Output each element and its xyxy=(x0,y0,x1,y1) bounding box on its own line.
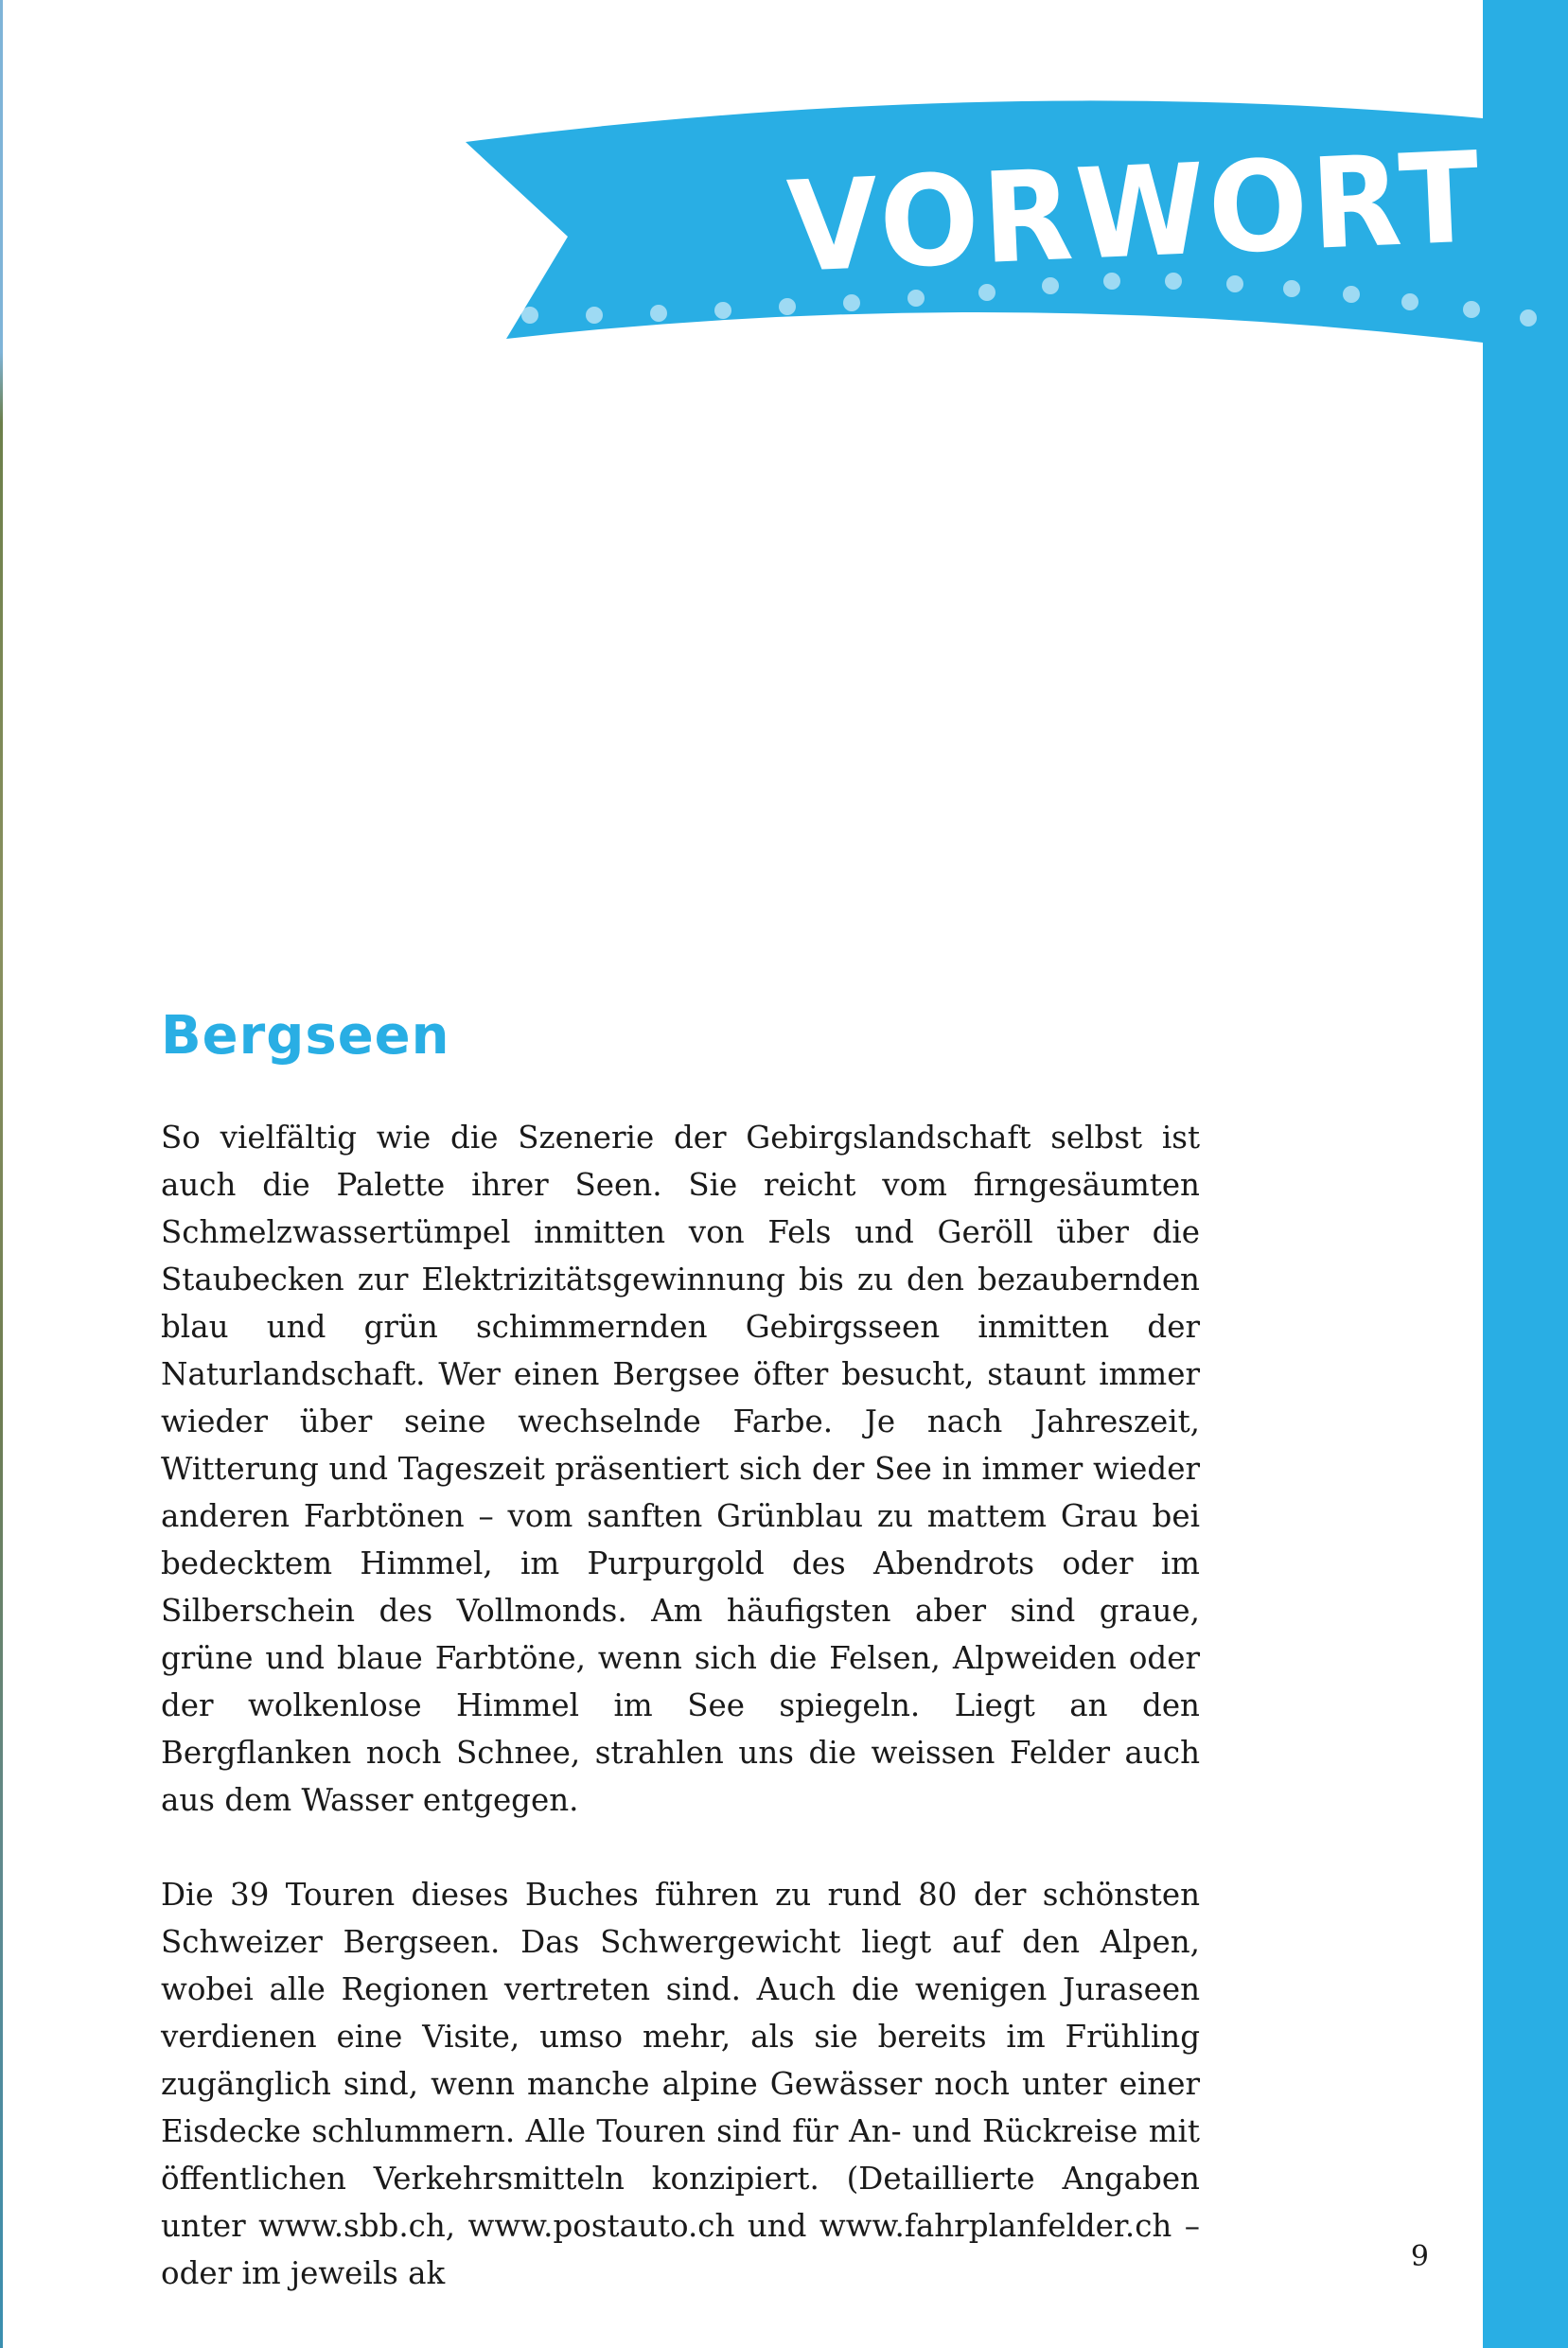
body-paragraph: So vielfältig wie die Szenerie der Gebirgslandschaft selbst ist auch die Palette ihrer Seen. Sie reicht vom firngesäumten Schmelzwassertümpel inmitten von Fels und Geröll über die Staubecken zur Elektrizitätsgewinnung bis zu den bezaubernden blau und grün schimmernden Gebirgsseen inmitten der Naturlandschaft. Wer einen Bergsee öfter besucht, staunt immer wieder über seine wechselnde Farbe. Je nach Jahreszeit, Witterung und Tageszeit präsentiert sich der See in immer wieder anderen Farbtönen – vom sanften Grünblau zu mattem Grau bei bedecktem Himmel, im Purpurgold des Abendrots oder im Silberschein des Vollmonds. Am häufigsten aber sind graue, grüne und blaue Farbtöne, wenn sich die Felsen, Alpweiden oder der wolkenlose Himmel im See spiegeln. Liegt an den Bergflanken noch Schnee, strahlen uns die weissen Felder auch aus dem Wasser entgegen. xyxy=(161,1120,1200,1818)
banner-dot xyxy=(1343,286,1360,303)
chapter-banner xyxy=(0,0,1568,379)
body-text xyxy=(161,1114,1200,2297)
body-paragraph: Die 39 Touren dieses Buches führen zu rund 80 der schönsten Schweizer Bergseen. Das Schwergewicht liegt auf den Alpen, wobei alle Regionen vertreten sind. Auch die wenigen Juraseen verdienen eine Visite, umso mehr, als sie bereits im Frühling zugänglich sind, wenn manche alpine Gewässer noch unter einer Eisdecke schlummern. Alle Touren sind für An- und Rückreise mit öffentlichen Verkehrsmitteln konzipiert. (Detaillierte Angaben unter www.sbb.ch, www.postauto.ch und www.fahrplanfelder.ch – oder im jeweils ak xyxy=(161,1877,1200,2291)
banner-dot xyxy=(1401,293,1418,310)
banner-dot xyxy=(714,302,731,319)
banner-title: VORWORT xyxy=(784,122,1534,301)
banner-dot xyxy=(1520,309,1537,327)
banner-dot xyxy=(521,307,538,324)
banner-dot xyxy=(1283,280,1300,297)
page-number: 9 xyxy=(1410,2240,1429,2273)
section-title: Bergseen xyxy=(161,1005,450,1067)
banner-dot xyxy=(650,305,667,322)
banner-dot xyxy=(586,307,603,324)
banner-dot xyxy=(1463,301,1480,318)
